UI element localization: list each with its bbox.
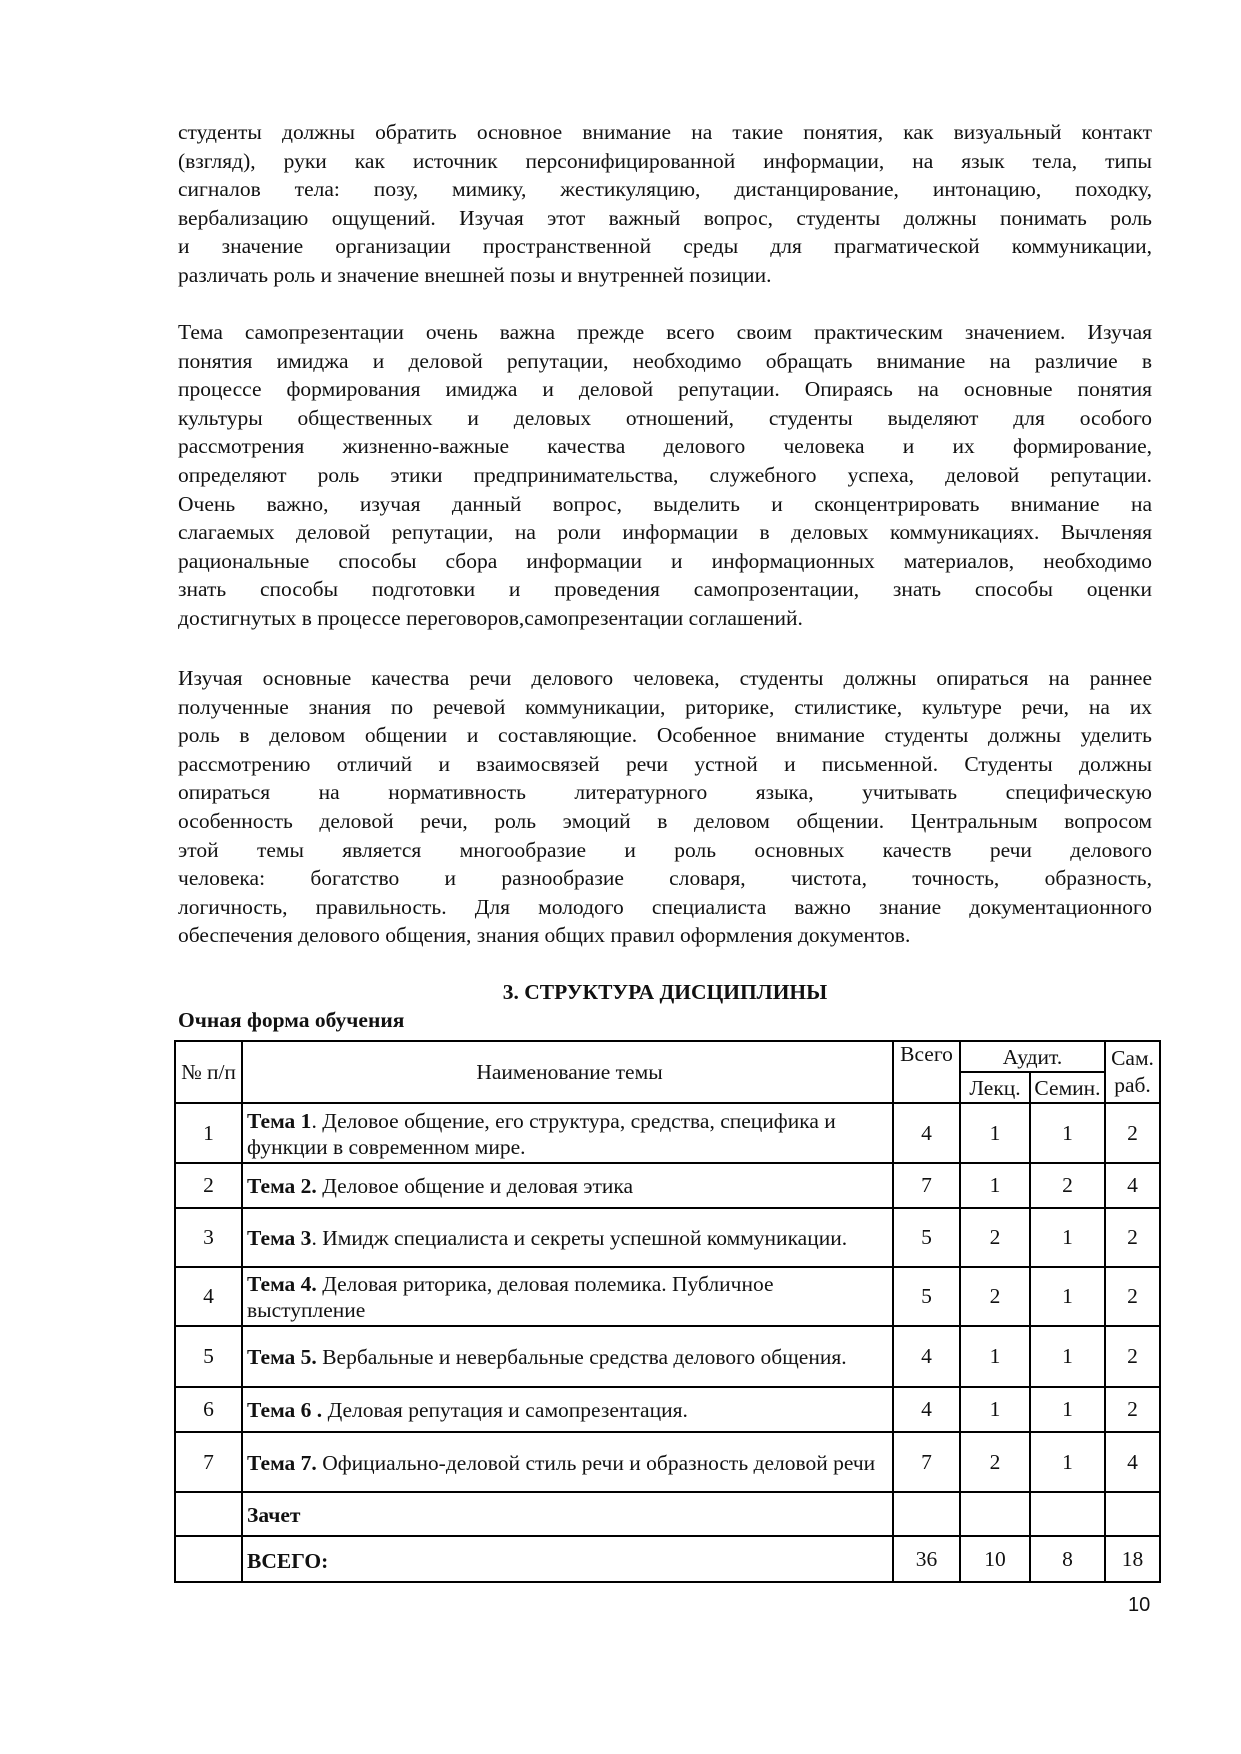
row-topic bbox=[242, 1208, 893, 1267]
row-total: 4 bbox=[893, 1103, 960, 1163]
text-line: знать способы подготовки и проведения самопрозентации, знать способы оценки bbox=[178, 577, 1152, 602]
row-lectures: 1 bbox=[960, 1326, 1030, 1387]
text-line: вербализацию ощущений. Изучая этот важный вопрос, студенты должны понимать роль bbox=[178, 205, 1152, 230]
row-topic bbox=[242, 1387, 893, 1432]
row-topic bbox=[242, 1103, 893, 1163]
table-row bbox=[175, 1208, 1160, 1267]
text-line: рассмотрению отличий и взаимосвязей речи устной и письменной. Студенты должны bbox=[178, 751, 1152, 776]
text-line: Очень важно, изучая данный вопрос, выделить и сконцентрировать внимание на bbox=[178, 491, 1152, 516]
row-self-study: 2 bbox=[1105, 1326, 1160, 1387]
header-self-study bbox=[1105, 1041, 1160, 1103]
text-line: культуры общественных и деловых отношений, студенты выделяют для особого bbox=[178, 405, 1152, 430]
row-topic bbox=[242, 1267, 893, 1326]
row-total: 7 bbox=[893, 1432, 960, 1492]
row-seminars: 1 bbox=[1030, 1326, 1105, 1387]
row-self-study: 2 bbox=[1105, 1103, 1160, 1163]
header-lectures: Лекц. bbox=[960, 1072, 1030, 1103]
text-line: Тема самопрезентации очень важна прежде всего своим практическим значением. Изучая bbox=[178, 320, 1152, 344]
row-lectures bbox=[960, 1492, 1030, 1536]
text-line: Изучая основные качества речи делового человека, студенты должны опираться на раннее bbox=[178, 666, 1152, 690]
row-topic bbox=[242, 1536, 893, 1582]
paragraph-3 bbox=[178, 664, 1152, 950]
table-row bbox=[175, 1103, 1160, 1163]
row-lectures: 2 bbox=[960, 1267, 1030, 1326]
header-total: Всего bbox=[893, 1041, 960, 1103]
header-num: № п/п bbox=[175, 1041, 242, 1103]
text-line: студенты должны обратить основное внимание на такие понятия, как визуальный контакт bbox=[178, 120, 1152, 144]
row-num: 2 bbox=[175, 1163, 242, 1208]
topic-title: Официально-деловой стиль речи и образность деловой речи bbox=[316, 1450, 876, 1475]
topic-label: Тема 2. bbox=[247, 1174, 317, 1198]
row-seminars: 8 bbox=[1030, 1536, 1105, 1582]
row-self-study: 2 bbox=[1105, 1208, 1160, 1267]
row-lectures: 10 bbox=[960, 1536, 1030, 1582]
row-num bbox=[175, 1492, 242, 1536]
header-topic-name: Наименование темы bbox=[242, 1041, 893, 1103]
row-topic bbox=[242, 1326, 893, 1387]
header-seminars: Семин. bbox=[1030, 1072, 1105, 1103]
text-line: определяют роль этики предпринимательства, служебного успеха, деловой репутации. bbox=[178, 462, 1152, 487]
text-line: достигнутых в процессе переговоров,самопрезентации соглашений. bbox=[178, 605, 803, 630]
topic-title: Деловая репутация и самопрезентация. bbox=[322, 1398, 688, 1422]
row-total: 5 bbox=[893, 1208, 960, 1267]
text-line: опираться на нормативность литературного языка, учитывать специфическую bbox=[178, 780, 1152, 805]
text-line: роль в деловом общении и составляющие. Особенное внимание студенты должны уделить bbox=[178, 723, 1152, 748]
topic-label: Тема 1 bbox=[247, 1108, 312, 1133]
row-seminars: 1 bbox=[1030, 1103, 1105, 1163]
text-line: логичность, правильность. Для молодого специалиста важно знание документационного bbox=[178, 894, 1152, 919]
row-num: 6 bbox=[175, 1387, 242, 1432]
row-num: 4 bbox=[175, 1267, 242, 1326]
text-line: процессе формирования имиджа и деловой репутации. Опираясь на основные понятия bbox=[178, 377, 1152, 402]
text-line: рассмотрения жизненно-важные качества делового человека и их формирование, bbox=[178, 434, 1152, 459]
row-seminars: 2 bbox=[1030, 1163, 1105, 1208]
row-total: 4 bbox=[893, 1387, 960, 1432]
text-line: обеспечения делового общения, знания общих правил оформления документов. bbox=[178, 923, 911, 948]
text-line: слагаемых деловой репутации, на роли информации в деловых коммуникациях. Вычленяя bbox=[178, 520, 1152, 545]
topic-title: Вербальные и невербальные средства делового общения. bbox=[316, 1345, 847, 1369]
row-num: 7 bbox=[175, 1432, 242, 1492]
section-title: 3. СТРУКТУРА ДИСЦИПЛИНЫ bbox=[502, 980, 828, 1004]
row-seminars: 1 bbox=[1030, 1432, 1105, 1492]
topic-title: . Деловое общение, его структура, средства, специфика и функции в современном мире. bbox=[247, 1108, 836, 1159]
row-self-study: 2 bbox=[1105, 1387, 1160, 1432]
table-row bbox=[175, 1163, 1160, 1208]
row-total bbox=[893, 1492, 960, 1536]
topic-label: Тема 5. bbox=[247, 1345, 317, 1369]
row-lectures: 1 bbox=[960, 1387, 1030, 1432]
topic-title: Деловое общение и деловая этика bbox=[316, 1174, 634, 1198]
row-total: 36 bbox=[893, 1536, 960, 1582]
text-line: (взгляд), руки как источник персонифицированной информации, на язык тела, типы bbox=[178, 148, 1152, 173]
paragraph-1 bbox=[178, 118, 1152, 290]
table-row bbox=[175, 1267, 1160, 1326]
header-auditory: Аудит. bbox=[960, 1041, 1105, 1072]
topic-label: Тема 6 . bbox=[247, 1398, 323, 1422]
topic-label: Тема 3 bbox=[247, 1226, 312, 1250]
row-self-study: 2 bbox=[1105, 1267, 1160, 1326]
row-lectures: 1 bbox=[960, 1163, 1030, 1208]
page-number: 10 bbox=[1128, 1594, 1151, 1616]
row-seminars: 1 bbox=[1030, 1387, 1105, 1432]
topic-title: Деловая риторика, деловая полемика. Публичное выступление bbox=[247, 1272, 774, 1322]
row-lectures: 1 bbox=[960, 1103, 1030, 1163]
row-self-study: 4 bbox=[1105, 1432, 1160, 1492]
row-total: 5 bbox=[893, 1267, 960, 1326]
text-line: и значение организации пространственной среды для прагматической коммуникации, bbox=[178, 234, 1152, 259]
discipline-structure-table bbox=[174, 1040, 1161, 1583]
row-self-study bbox=[1105, 1492, 1160, 1536]
topic-label: Тема 7. bbox=[247, 1450, 317, 1475]
row-num bbox=[175, 1536, 242, 1582]
table-row bbox=[175, 1387, 1160, 1432]
row-seminars bbox=[1030, 1492, 1105, 1536]
row-self-study: 18 bbox=[1105, 1536, 1160, 1582]
table-row bbox=[175, 1432, 1160, 1492]
paragraph-2 bbox=[178, 318, 1152, 633]
row-num: 5 bbox=[175, 1326, 242, 1387]
credit-label: Зачет bbox=[247, 1502, 301, 1527]
text-line: сигналов тела: позу, мимику, жестикуляцию, дистанцирование, интонацию, походку, bbox=[178, 177, 1152, 202]
header-self-study-label: Сам. раб. bbox=[1111, 1046, 1154, 1097]
text-line: особенность деловой речи, роль эмоций в деловом общении. Центральным вопросом bbox=[178, 808, 1152, 833]
row-topic bbox=[242, 1163, 893, 1208]
text-line: человека: богатство и разнообразие словаря, чистота, точность, образность, bbox=[178, 866, 1152, 891]
table-row bbox=[175, 1326, 1160, 1387]
text-line: этой темы является многообразие и роль основных качеств речи делового bbox=[178, 837, 1152, 862]
row-self-study: 4 bbox=[1105, 1163, 1160, 1208]
text-line: понятия имиджа и деловой репутации, необходимо обращать внимание на различие в bbox=[178, 348, 1152, 373]
row-num: 3 bbox=[175, 1208, 242, 1267]
topic-title: . Имидж специалиста и секреты успешной коммуникации. bbox=[311, 1226, 848, 1250]
table-row-credit bbox=[175, 1492, 1160, 1536]
row-seminars: 1 bbox=[1030, 1208, 1105, 1267]
text-line: различать роль и значение внешней позы и внутренней позиции. bbox=[178, 262, 772, 287]
row-topic bbox=[242, 1492, 893, 1536]
study-form-title: Очная форма обучения bbox=[178, 1008, 405, 1032]
table-row-total bbox=[175, 1536, 1160, 1582]
text-line: полученные знания по речевой коммуникации, риторике, стилистике, культуре речи, на их bbox=[178, 694, 1152, 719]
row-num: 1 bbox=[175, 1103, 242, 1163]
row-topic bbox=[242, 1432, 893, 1492]
topic-label: Тема 4. bbox=[247, 1272, 317, 1296]
row-lectures: 2 bbox=[960, 1208, 1030, 1267]
row-total: 4 bbox=[893, 1326, 960, 1387]
row-lectures: 2 bbox=[960, 1432, 1030, 1492]
text-line: рациональные способы сбора информации и информационных материалов, необходимо bbox=[178, 548, 1152, 573]
row-seminars: 1 bbox=[1030, 1267, 1105, 1326]
total-label: ВСЕГО: bbox=[247, 1549, 329, 1573]
row-total: 7 bbox=[893, 1163, 960, 1208]
